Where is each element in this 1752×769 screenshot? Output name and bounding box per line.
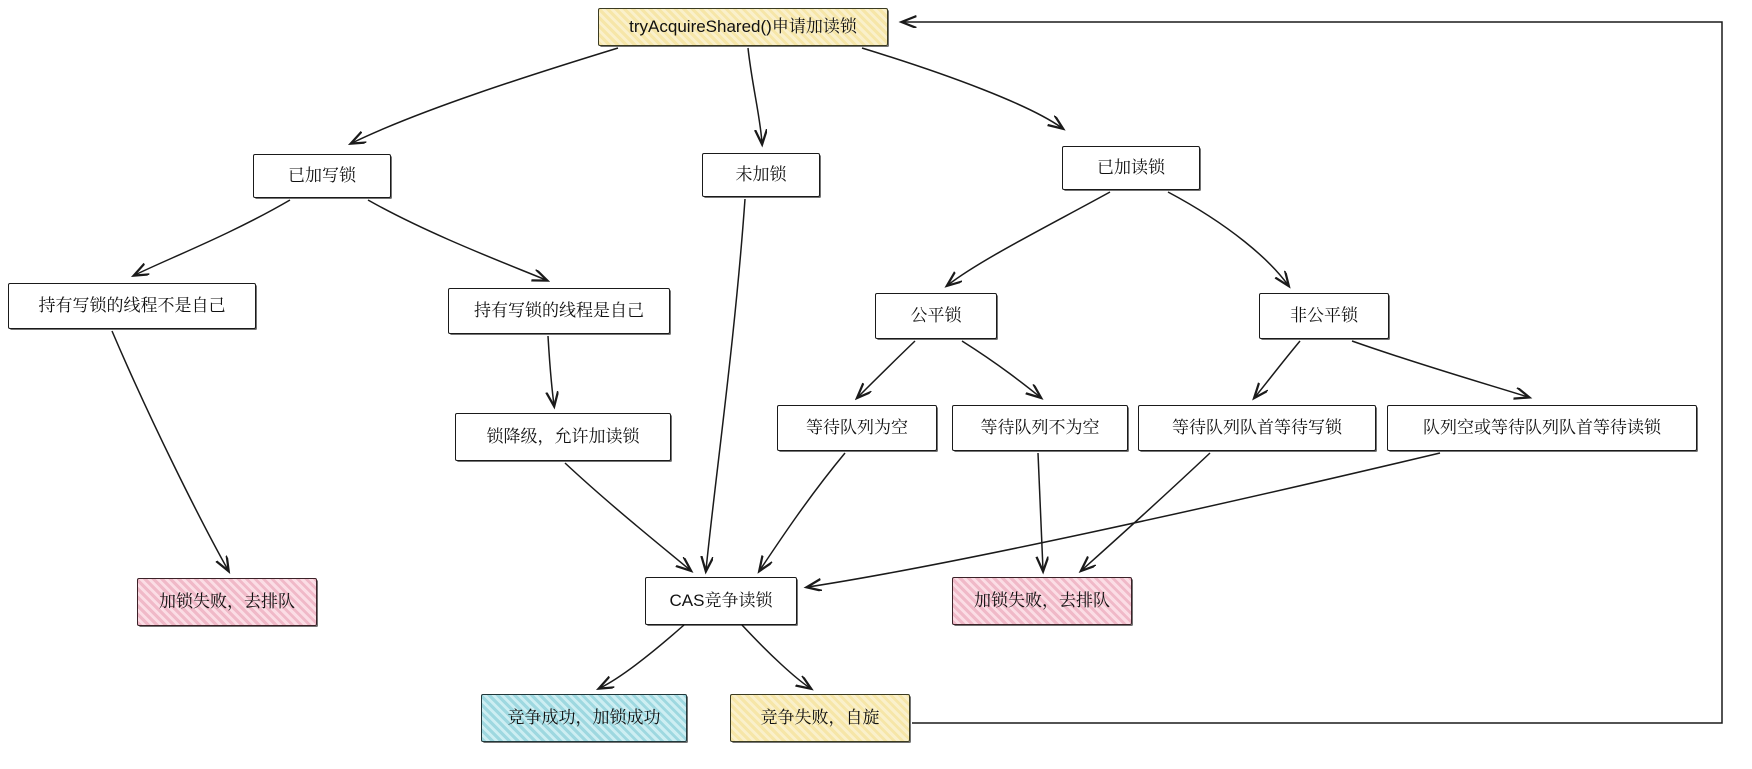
- node-label: 未加锁: [735, 165, 787, 185]
- edge-cascompete-failspin: [742, 625, 810, 688]
- node-lock-failed-left[interactable]: [137, 578, 317, 626]
- edge-start-haswrite: [352, 48, 618, 143]
- node-label: CAS竞争读锁: [669, 591, 773, 611]
- edge-haswrite-isself: [368, 200, 546, 280]
- edge-degrade-cascompete: [565, 463, 690, 570]
- node-queue-empty[interactable]: [777, 405, 937, 451]
- node-label: 等待队列队首等待写锁: [1172, 418, 1342, 438]
- node-label: 等待队列为空: [806, 418, 908, 438]
- node-compete-success[interactable]: [481, 694, 687, 742]
- node-label: 竞争成功，加锁成功: [507, 708, 661, 728]
- edge-fair-queuenotempty: [962, 341, 1040, 397]
- node-head-waits-write[interactable]: [1138, 405, 1376, 451]
- edge-isself-degrade: [548, 336, 554, 405]
- edge-hasread-fair: [948, 192, 1110, 285]
- edge-headwaitwrite-failright: [1082, 453, 1210, 570]
- node-compete-failed-spin[interactable]: [730, 694, 910, 742]
- node-label: 队列空或等待队列队首等待读锁: [1423, 418, 1661, 438]
- node-fair-lock[interactable]: [875, 293, 997, 339]
- node-lock-failed-right[interactable]: [952, 577, 1132, 625]
- edge-queuenotempty-failright: [1038, 453, 1043, 570]
- edge-hasread-unfair: [1168, 192, 1288, 285]
- edge-fair-queueempty: [858, 341, 915, 397]
- edge-queueempty-cascompete: [760, 453, 845, 570]
- node-cas-compete-read-lock[interactable]: [645, 577, 797, 625]
- node-no-lock[interactable]: [702, 153, 820, 197]
- edge-nolock-cascompete: [706, 199, 745, 570]
- edge-unfair-headwaitwrite: [1255, 341, 1300, 397]
- node-label: 锁降级，允许加读锁: [486, 427, 640, 447]
- node-label: 已加写锁: [288, 166, 356, 186]
- node-has-write-lock[interactable]: [253, 154, 391, 198]
- node-empty-or-head-waits-read[interactable]: [1387, 405, 1697, 451]
- edge-haswrite-notself: [135, 200, 290, 275]
- node-queue-not-empty[interactable]: [952, 405, 1128, 451]
- node-label: 持有写锁的线程是自己: [474, 301, 644, 321]
- node-label: 公平锁: [910, 306, 962, 326]
- edge-unfair-emptyorread: [1352, 341, 1528, 397]
- node-start[interactable]: [598, 8, 888, 46]
- node-writer-not-self[interactable]: [8, 283, 256, 329]
- edge-cascompete-success: [600, 625, 684, 688]
- edge-start-hasread: [862, 48, 1062, 128]
- node-label: 非公平锁: [1290, 306, 1358, 326]
- node-label: 加锁失败，去排队: [974, 591, 1110, 611]
- node-unfair-lock[interactable]: [1259, 293, 1389, 339]
- node-label: 竞争失败，自旋: [760, 708, 880, 728]
- node-writer-is-self[interactable]: [448, 288, 670, 334]
- node-label: 持有写锁的线程不是自己: [38, 296, 226, 316]
- node-label: tryAcquireShared()申请加读锁: [629, 17, 857, 37]
- edge-notself-failleft: [112, 331, 228, 570]
- node-label: 加锁失败，去排队: [159, 592, 295, 612]
- node-label: 已加读锁: [1097, 158, 1165, 178]
- node-lock-degrade[interactable]: [455, 413, 671, 461]
- node-has-read-lock[interactable]: [1062, 146, 1200, 190]
- edge-start-nolock: [748, 48, 762, 143]
- node-label: 等待队列不为空: [980, 418, 1100, 438]
- edge-emptyorread-cascompete: [808, 453, 1440, 587]
